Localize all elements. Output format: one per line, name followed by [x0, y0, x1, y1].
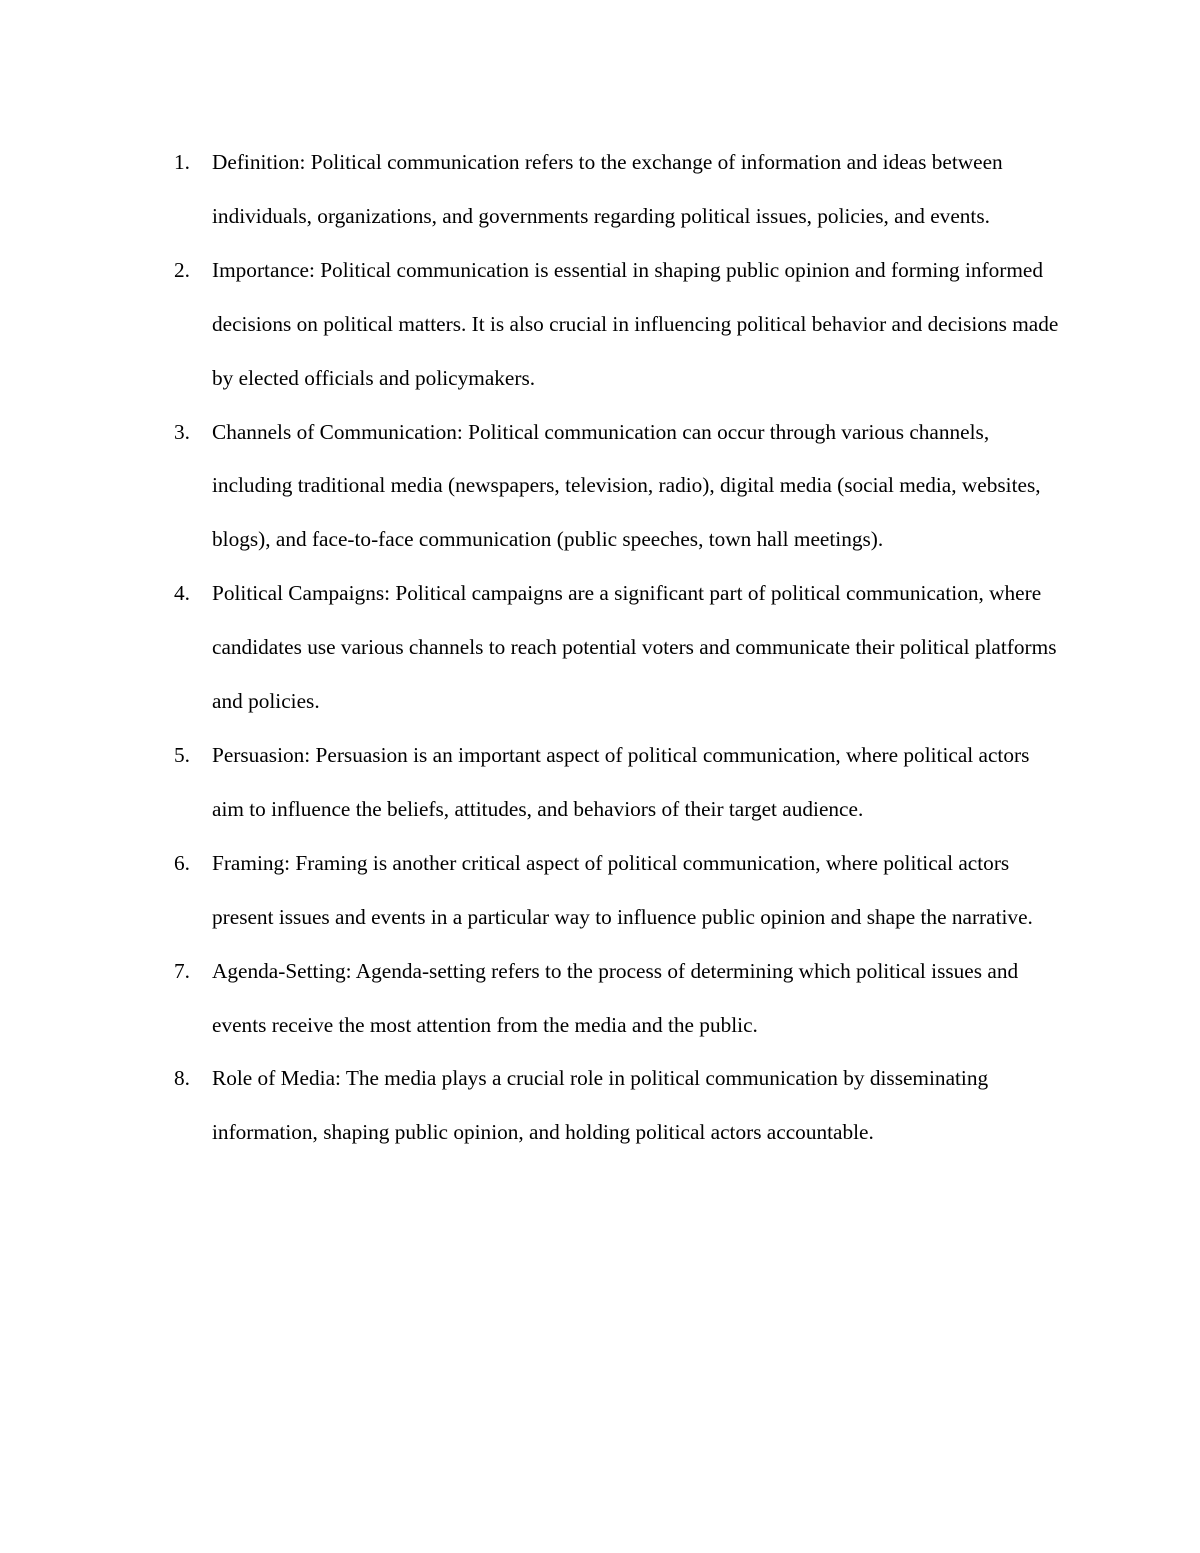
list-item-definition: [172, 136, 1062, 244]
list-item-number: 6.: [174, 850, 190, 875]
list-item-number: 8.: [174, 1066, 190, 1091]
numbered-list: [172, 136, 1062, 1160]
list-item-number: 3.: [174, 419, 190, 444]
list-item-framing: [172, 837, 1062, 945]
list-item-importance: [172, 244, 1062, 406]
list-item-text: Channels of Communication: Political communication can occur through various channels, including traditional media (newspapers, television, radio), digital media (social media, websites, blogs), and face-to-face communication (public speeches, town hall meetings).: [212, 419, 1041, 552]
list-item-text: Role of Media: The media plays a crucial role in political communication by disseminating information, shaping public opinion, and holding political actors accountable.: [212, 1066, 989, 1145]
list-item-agenda-setting: [172, 945, 1062, 1053]
list-item-role-of-media: [172, 1052, 1062, 1160]
list-item-text: Framing: Framing is another critical aspect of political communication, where political actors present issues and events in a particular way to influence public opinion and shape the narrative.: [212, 850, 1033, 929]
list-item-campaigns: [172, 567, 1062, 729]
list-item-number: 7.: [174, 958, 190, 983]
list-item-text: Importance: Political communication is essential in shaping public opinion and forming informed decisions on political matters. It is also crucial in influencing political behavior and decisions made by elected officials and policymakers.: [212, 257, 1059, 390]
list-item-text: Persuasion: Persuasion is an important aspect of political communication, where political actors aim to influence the beliefs, attitudes, and behaviors of their target audience.: [212, 742, 1030, 821]
list-item-text: Political Campaigns: Political campaigns are a significant part of political communication, where candidates use various channels to reach potential voters and communicate their political platforms and policies.: [212, 581, 1057, 714]
list-item-number: 5.: [174, 742, 190, 767]
list-item-number: 2.: [174, 257, 190, 282]
list-item-text: Agenda-Setting: Agenda-setting refers to the process of determining which political issues and events receive the most attention from the media and the public.: [212, 958, 1019, 1037]
list-item-number: 4.: [174, 581, 190, 606]
list-item-number: 1.: [174, 150, 190, 174]
list-item-persuasion: [172, 729, 1062, 837]
list-item-text: Definition: Political communication refers to the exchange of information and ideas between individuals, organizations, and governments regarding political issues, policies, and events.: [212, 150, 1003, 228]
list-item-channels: [172, 406, 1062, 568]
